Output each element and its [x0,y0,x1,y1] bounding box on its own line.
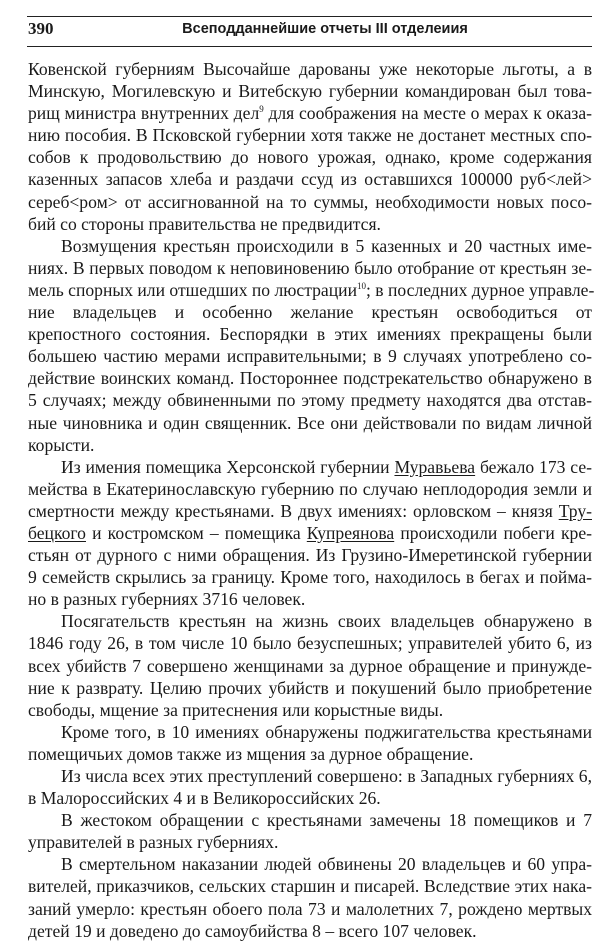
text-line [28,323,592,345]
footnote-ref: 9 [259,104,264,115]
text-line [28,632,592,654]
text-line [28,367,592,389]
text-run: бий со стороны правительства не предвидится. [28,213,381,234]
header-bottom-rule [27,46,592,47]
underlined-name: Тру- [558,500,592,521]
text-run: крепостного состояния. Беспорядки в этих имениях прекращены были [28,324,592,345]
text-line [28,434,592,456]
text-line [28,257,592,279]
text-line [28,831,592,853]
text-line [28,875,592,897]
text-run: В смертельном наказании людей обвинены 20 владельцев и 60 упра- [61,854,592,875]
text-run: мель спорных или отшедших по люстрации [28,279,357,300]
text-run: Минскую, Могилевскую и Витебскую губернии командирован был това- [28,81,592,102]
text-run: детей 19 и доведено до самоубийства 8 – всего 107 человек. [28,920,477,941]
text-run: рищ министра внутренних дел [28,103,260,124]
text-line [28,102,592,124]
text-line [28,809,592,831]
text-line [28,279,595,301]
text-line [28,412,592,434]
text-line [28,500,592,522]
text-line [28,853,592,875]
text-run: ние владельцев и особенно желание крестьян освободиться от [28,302,592,323]
text-run: ные чиновника и один священник. Все они действовали по видам личной [28,412,592,433]
text-run: вителей, приказчиков, сельских старшин и писарей. Вследствие этих нака- [28,876,592,897]
text-run: большею частию мерами исправительными; в 9 случаях употреблено со- [28,346,592,367]
paragraph [28,765,592,809]
text-run: 9 семейств скрылись за границу. Кроме того, находилось в бегах и пойма- [28,567,592,588]
text-run: происходили побеги кре- [394,522,592,543]
text-line [28,235,592,257]
text-run: нию пособия. В Псковской губернии хотя также не достанет местных спо- [28,125,592,146]
footnote-ref: 10 [357,280,366,291]
text-line [28,345,592,367]
text-run: сереб<ром> от ассигнованной на то суммы, необходимости новых посо- [28,191,592,212]
text-line [28,765,592,787]
text-run: для соображения на месте о мерах к оказа- [263,103,593,124]
text-line [28,677,592,699]
underlined-name: бецкого [28,522,86,543]
text-line [28,146,592,168]
text-run: действие воинских команд. Постороннее подстрекательство обнаружено в [28,368,592,389]
text-line [28,213,592,235]
text-run: Кроме того, в 10 имениях обнаружены поджигательства крестьянами [61,721,592,742]
text-run: Из числа всех этих преступлений совершено: в Западных губерниях 6, [61,766,592,786]
text-line [28,168,592,190]
text-run: собов к продовольствию до нового урожая, однако, кроме содержания [28,147,592,168]
text-run: Возмущения крестьян происходили в 5 казенных и 20 частных име- [61,235,592,256]
text-run: В жестоком обращении с крестьянами замечены 18 помещиков и 7 [61,810,592,831]
text-line [28,920,592,942]
text-line [28,610,592,632]
paragraph [28,721,592,765]
text-run: мейства в Екатеринославскую губернию по случаю неплодородия земли и [28,478,592,499]
text-run: заний умерло: крестьян обоего пола 73 и малолетних 7, рождено мертвых [28,898,592,919]
text-line [28,58,592,80]
text-run: смертности между крестьянами. В двух имениях: орловском – князя [28,500,559,521]
paragraph [28,235,595,456]
text-line [28,699,592,721]
text-line [28,478,592,500]
text-line [28,787,592,809]
text-run: ниях. В первых поводом к неповиновению было отобрание от крестьян зе- [28,257,592,278]
text-line [28,588,592,610]
text-run: но в разных губерниях 3716 человек. [28,589,306,610]
text-line [28,191,592,213]
text-run: и костромском – помещика [85,522,307,543]
text-run: помещичьих домов также из мщения за дурное обращение. [28,743,474,764]
text-run: в Малороссийских 4 и в Великороссийских 26. [28,788,381,809]
text-run: казенных запасов хлеба и раздачи ссуд из оставшихся 100000 руб<лей> [28,169,592,190]
page-body [28,58,595,942]
text-line [28,655,592,677]
text-run: управителей в разных губерниях. [28,832,279,853]
paragraph [28,456,592,611]
text-run: ; в последних дурное управле- [366,279,595,300]
text-run: 1846 году 26, в том числе 10 было безуспешных; управителей убито 6, из [28,633,592,654]
text-run: свободы, мщение за притеснения или корыстные виды. [28,699,444,720]
text-run: всех убийств 7 совершено женщинами за дурное обращение и принужде- [28,655,592,676]
text-run: Ковенской губерниям Высочайше дарованы уже некоторые льготы, а в [28,59,592,79]
text-run: ние к разврату. Целию прочих убийств и покушений было приобретение [28,677,592,698]
underlined-name: Муравьева [394,456,476,477]
paragraph [28,853,592,941]
text-run: 5 случаях; между обвиненными по этому предмету находятся два отстав- [28,390,592,411]
text-run: Из имения помещика Херсонской губернии [61,456,395,477]
text-line [28,80,592,102]
paragraph [28,58,592,235]
text-line [28,566,592,588]
text-line [28,898,592,920]
running-title: Всеподданнейшие отчеты III отделеиия [182,21,468,37]
text-run: бежало 173 се- [475,456,592,477]
text-run: корысти. [28,434,95,455]
underlined-name: Купреянова [306,522,395,543]
text-run: Посягательств крестьян на жизнь своих владельцев обнаружено в [61,611,592,632]
text-line [28,544,592,566]
text-line [28,456,592,478]
text-line [28,743,592,765]
paragraph [28,809,592,853]
text-line [28,721,592,743]
paragraph [28,610,592,720]
text-line [28,522,592,544]
text-line [28,301,592,323]
header-top-rule [27,16,592,17]
text-run: стьян от дурного с ними обращения. Из Грузино-Имеретинской губернии [28,545,592,566]
text-line [28,389,592,411]
page-number: 390 [28,19,54,38]
text-line [28,124,592,146]
